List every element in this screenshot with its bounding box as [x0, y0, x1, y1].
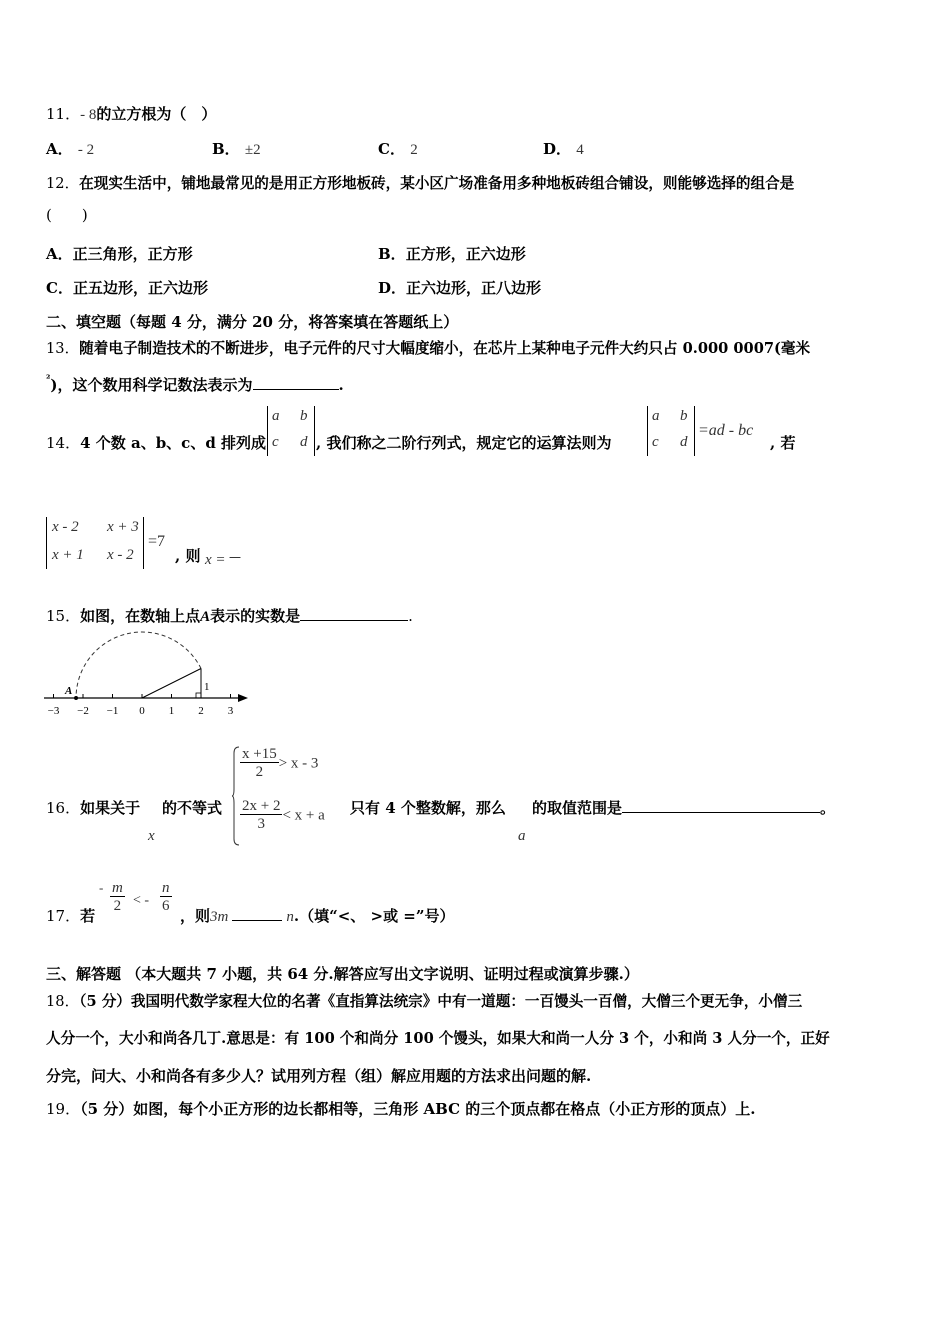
q14-number: 14． — [46, 434, 81, 452]
label-a: A — [65, 685, 73, 697]
q17-answer-blank[interactable] — [232, 906, 282, 921]
q11-text: 的立方根为（ ） — [96, 105, 217, 123]
tick-label: −1 — [106, 705, 119, 717]
q14-text3: , 若 — [770, 434, 796, 452]
det-entry: a — [652, 408, 660, 424]
q17-expression: 3m — [210, 909, 229, 925]
option-value: ±2 — [244, 142, 261, 158]
q16-variable-a: a — [518, 828, 526, 844]
q17-text3: .（填“<、 >或 =”号） — [293, 907, 455, 925]
point-a-dot — [74, 696, 78, 700]
q17-stem-part1 — [46, 905, 95, 926]
q15-answer-blank[interactable] — [300, 606, 408, 621]
q11-stem — [46, 103, 216, 124]
option-label: A． — [46, 245, 73, 263]
fraction-denominator: 3 — [257, 816, 265, 832]
q15-stem — [46, 605, 413, 626]
fraction-numerator: x +15 — [242, 746, 277, 762]
q18-line3: 分完，问大、小和尚各有多少人？试用列方程（组）解应用题的方法求出问题的解. — [46, 1067, 592, 1085]
q17-minus-1: - — [99, 880, 104, 895]
det-entry: x + 1 — [52, 547, 84, 563]
q14-text2: , 我们称之二阶行列式，规定它的运算法则为 — [316, 434, 612, 452]
q16-inequality-1 — [240, 746, 318, 781]
section-3-heading: 三、解答题 （本大题共 7 小题，共 64 分.解答应写出文字说明、证明过程或演算步骤.） — [46, 965, 639, 983]
q15-number: 15． — [46, 607, 81, 625]
det-entry: c — [272, 434, 279, 450]
option-value: - 2 — [77, 142, 95, 158]
det-entry: b — [680, 408, 688, 424]
tick-label: 1 — [168, 705, 175, 717]
det-entry: b — [300, 408, 308, 424]
q12-option-d[interactable] — [378, 277, 541, 298]
q16-text4: 的取值范围是 — [532, 799, 623, 817]
q13-superscript: ² — [46, 374, 51, 385]
fraction-numerator: m — [112, 880, 123, 896]
q15-period: . — [408, 607, 413, 625]
q16-period: 。 — [820, 799, 836, 817]
det-entry: x + 3 — [107, 519, 139, 535]
q16-inequality-2 — [240, 798, 325, 833]
option-label: B． — [212, 140, 240, 158]
q18-line2: 人分一个，大小和尚各几丁.意思是：有 100 个和尚分 100 个馒头，如果大和尚一人分 3 个，小和尚 3 人分一个，正好 — [46, 1030, 830, 1047]
q18-line1 — [46, 990, 802, 1011]
q11-option-b[interactable] — [212, 138, 261, 159]
q15-text2: 表示的实数是 — [210, 607, 301, 625]
det-entry: d — [300, 434, 308, 450]
q12-option-c[interactable] — [46, 277, 208, 298]
q18-text1: （5 分）我国明代数学家程大位的名著《直指算法统宗》中有一道题：一百馒头一百僧，大僧三个更无争，小僧三 — [79, 993, 803, 1010]
q14-answer-blank[interactable]: — — [229, 550, 241, 564]
q12-option-b[interactable] — [378, 243, 526, 264]
option-value: 4 — [576, 142, 584, 158]
fraction-denominator: 2 — [113, 898, 122, 914]
option-value: 2 — [410, 142, 418, 158]
hypotenuse — [142, 669, 201, 699]
q13-text: 随着电子制造技术的不断进步，电子元件的尺寸大幅度缩小，在芯片上某种电子元件大约只占 0.000 0007(毫米 — [79, 340, 811, 357]
q13-answer-blank[interactable] — [253, 375, 339, 390]
option-value: 正三角形，正方形 — [72, 245, 193, 263]
tick-label: −3 — [47, 705, 60, 717]
q17-fraction-n-over-6 — [160, 880, 172, 915]
q14-stem — [46, 432, 266, 453]
tick-label: −2 — [77, 705, 89, 717]
q14-determinant-3 — [46, 517, 144, 569]
q17-less-than: < - — [133, 893, 150, 908]
q15-text: 如图，在数轴上点 — [80, 607, 201, 625]
q16-answer-blank[interactable] — [622, 798, 820, 813]
q14-rule: =ad - bc — [698, 422, 754, 439]
fraction-denominator: 6 — [162, 898, 170, 914]
q16-text4-line — [532, 797, 835, 818]
q16-stem-part1 — [46, 797, 140, 818]
det-entry: d — [680, 434, 688, 450]
det-entry: x - 2 — [52, 519, 79, 535]
q19-number: 19． — [46, 1100, 81, 1118]
q19-text: （5 分）如图，每个小正方形的边长都相等，三角形 ABC 的三个顶点都在格点（小正方形的顶点）上. — [80, 1100, 756, 1118]
option-label: B． — [378, 245, 406, 263]
q12-number: 12． — [46, 175, 80, 192]
tick-label: 0 — [139, 705, 145, 717]
q14-determinant-2 — [647, 406, 695, 456]
option-value: 正六边形，正八边形 — [406, 279, 542, 297]
inequality-rhs: < x + a — [282, 807, 325, 824]
q12-stem-line2: ( ) — [46, 206, 88, 224]
right-angle-mark — [196, 693, 201, 698]
q17-text2: ，则 — [180, 907, 211, 925]
fraction-numerator: 2x + 2 — [242, 798, 281, 814]
option-value: 正方形，正六边形 — [405, 245, 526, 263]
det-entry: x - 2 — [107, 547, 134, 563]
tick-label: 3 — [227, 705, 234, 717]
q14-x-equals: x = — [205, 552, 226, 568]
q13-stem-line2 — [46, 374, 344, 395]
q18-number: 18． — [46, 993, 80, 1010]
q16-text3: 只有 4 个整数解，那么 — [350, 799, 506, 817]
q16-text2: 的不等式 — [162, 799, 223, 817]
q11-option-a[interactable] — [46, 138, 94, 159]
q11-option-c[interactable] — [378, 138, 418, 159]
option-label: C． — [378, 140, 405, 158]
q12-stem-line1 — [46, 172, 794, 193]
q15-point-a: A — [200, 609, 211, 625]
q11-option-d[interactable] — [543, 138, 584, 159]
q17-n: n — [286, 909, 294, 925]
q14-text1: 4 个数 a、b、c、d 排列成 — [80, 434, 267, 452]
q17-number: 17． — [46, 907, 81, 925]
det-entry: c — [652, 434, 659, 450]
q17-text1: 若 — [80, 907, 96, 925]
q14-determinant-1 — [267, 406, 315, 456]
fraction-numerator: n — [162, 880, 170, 896]
q16-text1: 如果关于 — [80, 799, 141, 817]
q11-expression: - 8 — [80, 107, 97, 123]
option-label: D． — [543, 140, 572, 158]
arrow-icon — [238, 694, 248, 702]
q11-number: 11． — [46, 105, 81, 123]
q16-variable-x: x — [148, 828, 155, 844]
q12-text: 在现实生活中，铺地最常见的是用正方形地板砖，某小区广场准备用多种地板砖组合铺设，则能够选择的组合是 — [79, 175, 795, 192]
q14-equals-7: =7 — [148, 533, 166, 550]
q14-then: , 则 — [175, 547, 201, 565]
option-label: A． — [46, 140, 73, 158]
q19-stem — [46, 1098, 755, 1119]
option-label: C． — [46, 279, 73, 297]
q13-period: . — [338, 376, 344, 394]
option-value: 正五边形，正六边形 — [72, 279, 208, 297]
section-2-heading: 二、填空题（每题 4 分，满分 20 分，将答案填在答题纸上） — [46, 313, 459, 331]
label-1: 1 — [204, 681, 210, 693]
tick-label: 2 — [198, 705, 204, 717]
q12-option-a[interactable] — [46, 243, 193, 264]
q15-number-line-figure — [40, 630, 255, 722]
q13-number: 13． — [46, 340, 80, 357]
dashed-arc — [76, 632, 201, 698]
q13-text2: )，这个数用科学记数法表示为 — [50, 376, 253, 394]
det-entry: a — [272, 408, 280, 424]
inequality-rhs: > x - 3 — [278, 755, 319, 772]
option-label: D． — [378, 279, 407, 297]
q17-fraction-m-over-2 — [110, 880, 125, 915]
q13-stem-line1 — [46, 337, 810, 358]
q17-stem-part2 — [180, 905, 455, 926]
q16-number: 16． — [46, 799, 81, 817]
fraction-denominator: 2 — [255, 764, 264, 780]
